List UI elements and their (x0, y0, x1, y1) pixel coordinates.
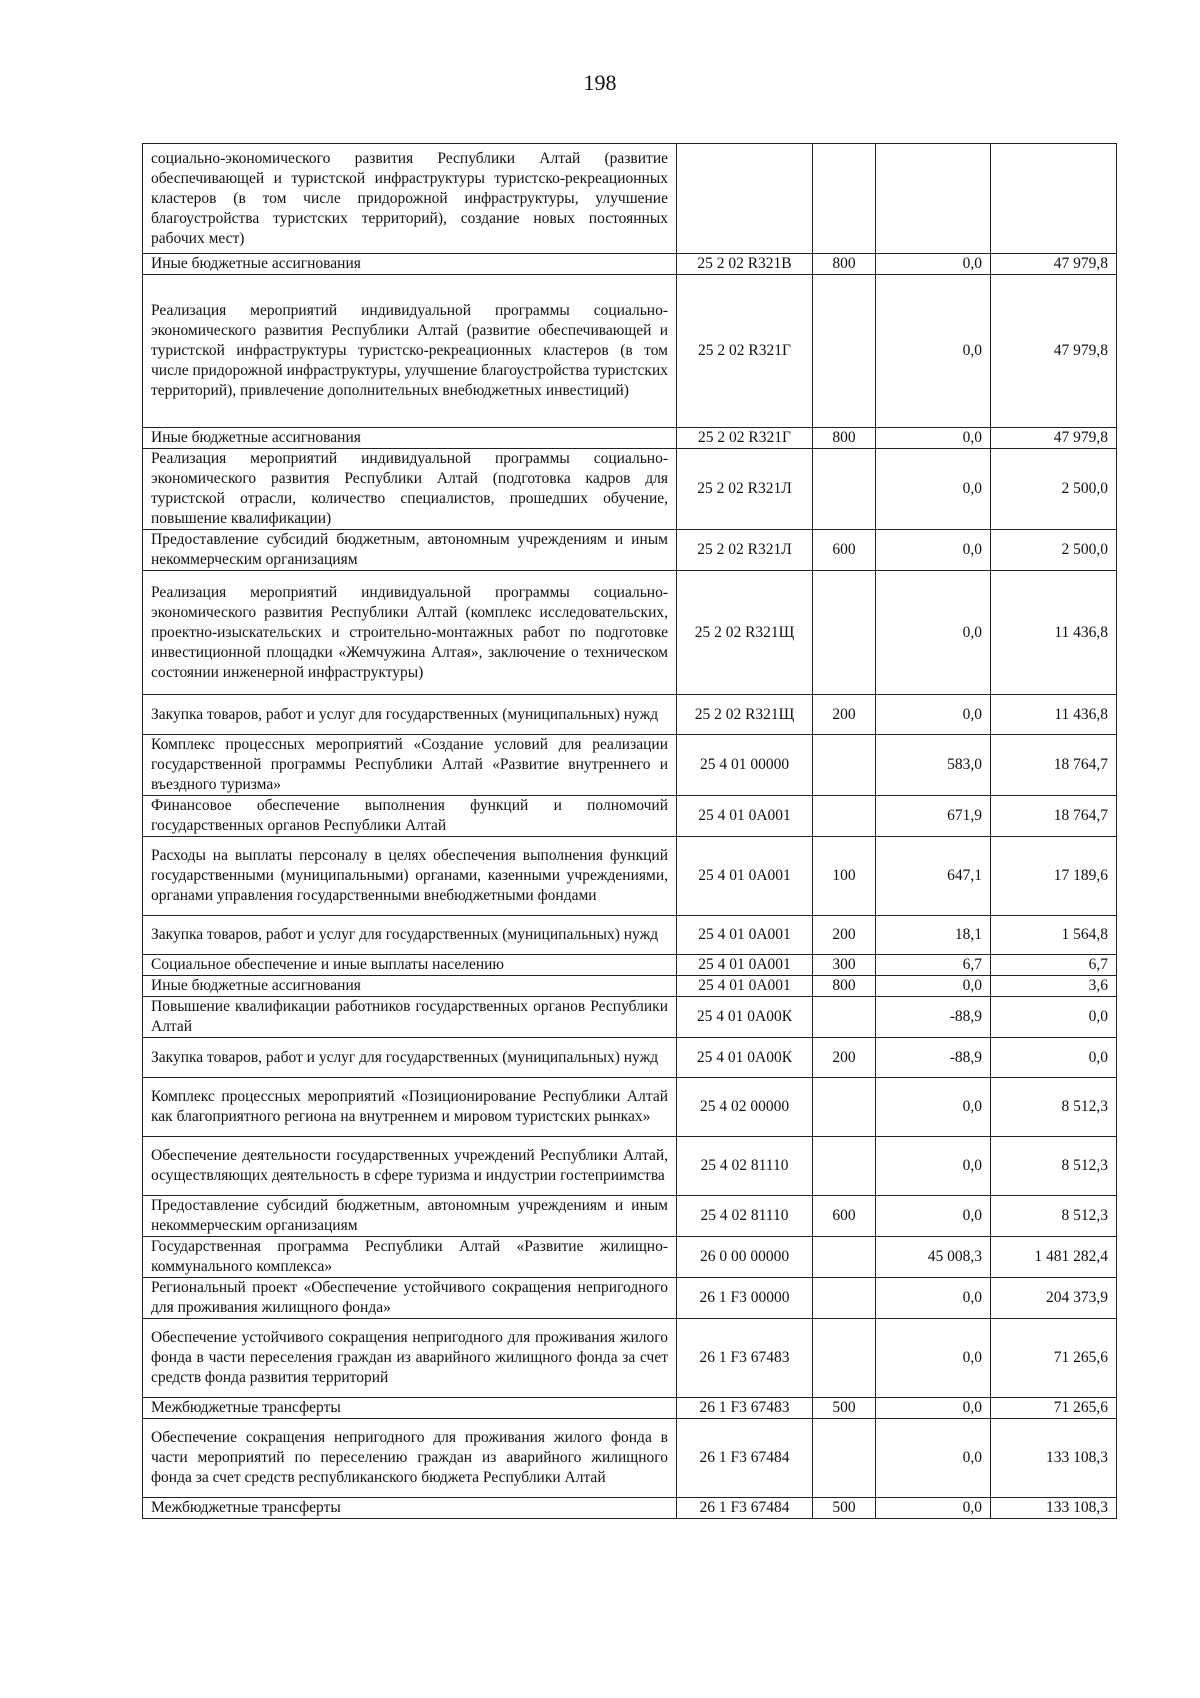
row-code-cell: 26 1 F3 67483 (677, 1319, 813, 1398)
row-code-cell: 25 4 02 00000 (677, 1078, 813, 1137)
row-total-cell: 11 436,8 (991, 571, 1117, 695)
row-name-cell: Межбюджетные трансферты (143, 1398, 677, 1419)
row-change-cell: 0,0 (876, 1078, 991, 1137)
row-expense-type-cell (813, 144, 876, 254)
row-code-cell: 25 2 02 R321Г (677, 275, 813, 428)
row-code-cell: 25 4 01 00000 (677, 735, 813, 796)
row-expense-type-cell: 200 (813, 916, 876, 955)
row-code-cell: 25 4 01 0А001 (677, 955, 813, 976)
row-code-cell: 25 2 02 R321Л (677, 530, 813, 571)
row-total-cell: 71 265,6 (991, 1398, 1117, 1419)
row-code-cell: 26 1 F3 67483 (677, 1398, 813, 1419)
row-expense-type-cell (813, 1237, 876, 1278)
table-row (143, 1498, 1117, 1519)
row-name-cell: Закупка товаров, работ и услуг для государственных (муниципальных) нужд (143, 1038, 677, 1078)
row-code-cell: 25 4 02 81110 (677, 1196, 813, 1237)
row-change-cell: -88,9 (876, 997, 991, 1038)
row-total-cell: 47 979,8 (991, 428, 1117, 449)
row-total-cell: 0,0 (991, 1038, 1117, 1078)
row-change-cell: 583,0 (876, 735, 991, 796)
row-code-cell: 25 4 01 0А001 (677, 976, 813, 997)
row-code-cell: 25 4 02 81110 (677, 1137, 813, 1196)
table-row (143, 997, 1117, 1038)
row-total-cell (991, 144, 1117, 254)
row-total-cell: 2 500,0 (991, 530, 1117, 571)
row-expense-type-cell: 500 (813, 1498, 876, 1519)
row-code-cell: 25 2 02 R321Щ (677, 695, 813, 735)
table-row (143, 735, 1117, 796)
row-name-cell: социально-экономического развития Республики Алтай (развитие обеспечивающей и туристской инфраструктуры туристско-рекреационных кластеров (в том числе придорожной инфраструктуры, улучшение благоустройства туристских территорий), создание новых постоянных рабочих мест) (143, 144, 677, 254)
row-change-cell: 0,0 (876, 1196, 991, 1237)
budget-table-body (143, 144, 1117, 1519)
row-change-cell: 0,0 (876, 1498, 991, 1519)
row-name-cell: Иные бюджетные ассигнования (143, 254, 677, 275)
row-name-cell: Реализация мероприятий индивидуальной программы социально-экономического развития Республики Алтай (комплекс исследовательских, проектно-изыскательских и строительно-монтажных работ по подготовке инвестиционной площадки «Жемчужина Алтая», заключение о техническом состоянии инженерной инфраструктуры) (143, 571, 677, 695)
budget-table (142, 143, 1117, 1519)
table-row (143, 1137, 1117, 1196)
row-total-cell: 2 500,0 (991, 449, 1117, 530)
row-change-cell: 0,0 (876, 976, 991, 997)
row-total-cell: 8 512,3 (991, 1137, 1117, 1196)
row-change-cell: 0,0 (876, 449, 991, 530)
row-expense-type-cell (813, 1419, 876, 1498)
row-total-cell: 1 481 282,4 (991, 1237, 1117, 1278)
table-row (143, 976, 1117, 997)
row-code-cell: 25 2 02 R321Л (677, 449, 813, 530)
row-name-cell: Реализация мероприятий индивидуальной программы социально-экономического развития Республики Алтай (развитие обеспечивающей и туристской инфраструктуры туристско-рекреационных кластеров (в том числе придорожной инфраструктуры, улучшение благоустройства туристских территорий), привлечение дополнительных внебюджетных инвестиций) (143, 275, 677, 428)
row-expense-type-cell (813, 275, 876, 428)
row-total-cell: 71 265,6 (991, 1319, 1117, 1398)
row-expense-type-cell (813, 449, 876, 530)
row-change-cell: 671,9 (876, 796, 991, 837)
row-name-cell: Обеспечение устойчивого сокращения непригодного для проживания жилого фонда в части переселения граждан из аварийного жилищного фонда за счет средств фонда развития территорий (143, 1319, 677, 1398)
table-row (143, 955, 1117, 976)
row-name-cell: Иные бюджетные ассигнования (143, 976, 677, 997)
row-change-cell: 0,0 (876, 571, 991, 695)
table-row (143, 796, 1117, 837)
row-name-cell: Финансовое обеспечение выполнения функций и полномочий государственных органов Республики Алтай (143, 796, 677, 837)
row-total-cell: 8 512,3 (991, 1196, 1117, 1237)
row-name-cell: Обеспечение сокращения непригодного для проживания жилого фонда в части мероприятий по переселению граждан из аварийного жилищного фонда за счет средств республиканского бюджета Республики Алтай (143, 1419, 677, 1498)
row-change-cell: 6,7 (876, 955, 991, 976)
table-row (143, 1398, 1117, 1419)
row-total-cell: 6,7 (991, 955, 1117, 976)
row-code-cell: 25 2 02 R321Г (677, 428, 813, 449)
row-total-cell: 133 108,3 (991, 1498, 1117, 1519)
table-row (143, 1237, 1117, 1278)
row-code-cell: 26 0 00 00000 (677, 1237, 813, 1278)
row-change-cell: 45 008,3 (876, 1237, 991, 1278)
row-total-cell: 1 564,8 (991, 916, 1117, 955)
row-name-cell: Повышение квалификации работников государственных органов Республики Алтай (143, 997, 677, 1038)
row-change-cell: 0,0 (876, 275, 991, 428)
row-code-cell: 26 1 F3 00000 (677, 1278, 813, 1319)
row-total-cell: 11 436,8 (991, 695, 1117, 735)
row-code-cell: 25 4 01 0А001 (677, 796, 813, 837)
row-change-cell: 18,1 (876, 916, 991, 955)
row-name-cell: Обеспечение деятельности государственных учреждений Республики Алтай, осуществляющих деятельность в сфере туризма и индустрии гостеприимства (143, 1137, 677, 1196)
row-expense-type-cell (813, 1319, 876, 1398)
row-name-cell: Комплекс процессных мероприятий «Создание условий для реализации государственной программы Республики Алтай «Развитие внутреннего и въездного туризма» (143, 735, 677, 796)
row-name-cell: Предоставление субсидий бюджетным, автономным учреждениям и иным некоммерческим организациям (143, 1196, 677, 1237)
table-row (143, 837, 1117, 916)
row-code-cell: 25 4 01 0А001 (677, 916, 813, 955)
row-total-cell: 3,6 (991, 976, 1117, 997)
row-change-cell: 0,0 (876, 1319, 991, 1398)
row-total-cell: 18 764,7 (991, 796, 1117, 837)
table-row (143, 1038, 1117, 1078)
row-code-cell: 25 2 02 R321Щ (677, 571, 813, 695)
row-code-cell (677, 144, 813, 254)
row-total-cell: 204 373,9 (991, 1278, 1117, 1319)
table-row (143, 530, 1117, 571)
row-name-cell: Межбюджетные трансферты (143, 1498, 677, 1519)
table-row (143, 449, 1117, 530)
table-row (143, 1278, 1117, 1319)
row-total-cell: 8 512,3 (991, 1078, 1117, 1137)
table-row (143, 428, 1117, 449)
row-expense-type-cell: 600 (813, 530, 876, 571)
row-code-cell: 26 1 F3 67484 (677, 1419, 813, 1498)
row-name-cell: Предоставление субсидий бюджетным, автономным учреждениям и иным некоммерческим организациям (143, 530, 677, 571)
row-expense-type-cell (813, 796, 876, 837)
row-change-cell: 0,0 (876, 428, 991, 449)
table-row (143, 1078, 1117, 1137)
row-code-cell: 25 4 01 0А00К (677, 1038, 813, 1078)
row-expense-type-cell: 800 (813, 976, 876, 997)
row-expense-type-cell (813, 1137, 876, 1196)
row-change-cell: 0,0 (876, 254, 991, 275)
row-expense-type-cell: 300 (813, 955, 876, 976)
row-total-cell: 47 979,8 (991, 275, 1117, 428)
row-expense-type-cell (813, 997, 876, 1038)
row-change-cell: 0,0 (876, 530, 991, 571)
row-name-cell: Закупка товаров, работ и услуг для государственных (муниципальных) нужд (143, 695, 677, 735)
row-name-cell: Иные бюджетные ассигнования (143, 428, 677, 449)
row-expense-type-cell (813, 571, 876, 695)
row-expense-type-cell: 800 (813, 254, 876, 275)
row-code-cell: 25 4 01 0А00К (677, 997, 813, 1038)
row-name-cell: Реализация мероприятий индивидуальной программы социально-экономического развития Республики Алтай (подготовка кадров для туристской отрасли, количество специалистов, прошедших обучение, повышение квалификации) (143, 449, 677, 530)
table-row (143, 1319, 1117, 1398)
row-change-cell (876, 144, 991, 254)
row-name-cell: Государственная программа Республики Алтай «Развитие жилищно-коммунального комплекса» (143, 1237, 677, 1278)
row-name-cell: Расходы на выплаты персоналу в целях обеспечения выполнения функций государственными (муниципальными) органами, казенными учреждениями, органами управления государственными внебюджетными фондами (143, 837, 677, 916)
table-row (143, 254, 1117, 275)
row-total-cell: 133 108,3 (991, 1419, 1117, 1498)
row-expense-type-cell: 800 (813, 428, 876, 449)
table-row (143, 571, 1117, 695)
row-change-cell: -88,9 (876, 1038, 991, 1078)
row-change-cell: 0,0 (876, 695, 991, 735)
row-change-cell: 0,0 (876, 1419, 991, 1498)
row-change-cell: 0,0 (876, 1137, 991, 1196)
table-row (143, 1196, 1117, 1237)
table-row (143, 275, 1117, 428)
row-expense-type-cell (813, 1278, 876, 1319)
row-name-cell: Региональный проект «Обеспечение устойчивого сокращения непригодного для проживания жилищного фонда» (143, 1278, 677, 1319)
row-name-cell: Закупка товаров, работ и услуг для государственных (муниципальных) нужд (143, 916, 677, 955)
row-total-cell: 17 189,6 (991, 837, 1117, 916)
row-name-cell: Комплекс процессных мероприятий «Позиционирование Республики Алтай как благоприятного региона на внутреннем и мировом туристских рынках» (143, 1078, 677, 1137)
row-total-cell: 18 764,7 (991, 735, 1117, 796)
table-row (143, 144, 1117, 254)
table-row (143, 695, 1117, 735)
row-total-cell: 0,0 (991, 997, 1117, 1038)
row-change-cell: 647,1 (876, 837, 991, 916)
row-expense-type-cell (813, 735, 876, 796)
table-row (143, 1419, 1117, 1498)
row-expense-type-cell: 600 (813, 1196, 876, 1237)
row-code-cell: 25 2 02 R321В (677, 254, 813, 275)
row-expense-type-cell: 200 (813, 695, 876, 735)
row-code-cell: 26 1 F3 67484 (677, 1498, 813, 1519)
row-change-cell: 0,0 (876, 1278, 991, 1319)
row-expense-type-cell (813, 1078, 876, 1137)
row-change-cell: 0,0 (876, 1398, 991, 1419)
row-expense-type-cell: 200 (813, 1038, 876, 1078)
row-name-cell: Социальное обеспечение и иные выплаты населению (143, 955, 677, 976)
row-total-cell: 47 979,8 (991, 254, 1117, 275)
row-expense-type-cell: 100 (813, 837, 876, 916)
page-number: 198 (583, 70, 617, 95)
row-code-cell: 25 4 01 0А001 (677, 837, 813, 916)
row-expense-type-cell: 500 (813, 1398, 876, 1419)
table-row (143, 916, 1117, 955)
